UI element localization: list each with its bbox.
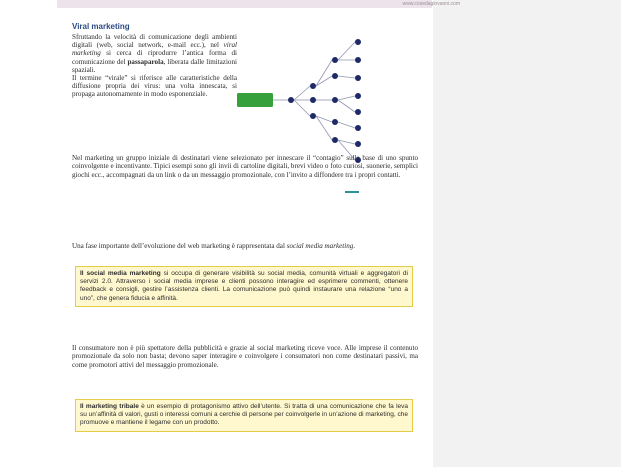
consumer-paragraph: Il consumatore non è più spettatore della pubblicità e grazie al social marketing riceve voce. Alle imprese il contenuto promozionale da solo non basta; devono saper interagire e coinvolgere i consumatori non come destinatari passivi, ma come promotori attivi del messaggio promozionale. <box>72 344 418 369</box>
intro-column <box>72 33 237 99</box>
diagram-nodes <box>288 39 361 163</box>
left-margin <box>0 0 50 467</box>
social-media-marketing-box: Il social media marketing si occupa di generare visibilità su social media, comunità virtuali e aggregatori di servizi 2.0. Attraverso i social media imprese e clienti possono interagire ed esprimere commenti, ottenere feedback e consigli, gestire l’assistenza clienti. La comunicazione può quindi instaurare una relazione “uno a uno”, che genera fiducia e affinità. <box>75 266 413 307</box>
tribal-marketing-box: Il marketing tribale è un esempio di protagonismo attivo dell’utente. Si tratta di una comunicazione che fa leva su un’affinità di valori, gusti o interessi comuni a cerchie di persone per coinvolgerle in un’azione di marketing, che promuove e mantiene il legame con un prodotto. <box>75 399 413 432</box>
page-top-band <box>57 0 432 8</box>
contagio-paragraph: Nel marketing un gruppo iniziale di destinatari viene selezionato per innescare il “contagio” sulla base di uno spunto coinvolgente e incentivante. Tipici esempi sono gli invii di cartoline digitali, brevi video o foto curiosi, suonerie, semplici giochi ecc., accompagnati da un link o da un messaggio promozionale, con l’invito a diffondere tra i propri contatti. <box>72 154 418 179</box>
textbook-page <box>57 0 460 467</box>
right-gray-panel <box>433 0 621 467</box>
seed-green-rect <box>237 93 273 107</box>
watermark: www.cosedagiovanni.com <box>402 1 460 7</box>
smm-intro-paragraph: Una fase importante dell’evoluzione del web marketing è rappresentata dal social media marketing. <box>72 242 356 250</box>
virale-paragraph: Il termine “virale” si riferisce alle caratteristiche della diffusione propria dei virus: una volta innescata, si propaga autonomamente in modo esponenziale. <box>72 74 237 99</box>
intro-paragraph: Sfruttando la velocità di comunicazione degli ambienti digitali (web, social network, e-mail ecc.), nel viral marketing si cerca di riprodurre l’antica forma di comunicazione del passaparola, liberata dalle limitazioni spaziali. <box>72 33 237 74</box>
cyan-rule <box>345 191 359 193</box>
section-title: Viral marketing <box>72 22 130 31</box>
